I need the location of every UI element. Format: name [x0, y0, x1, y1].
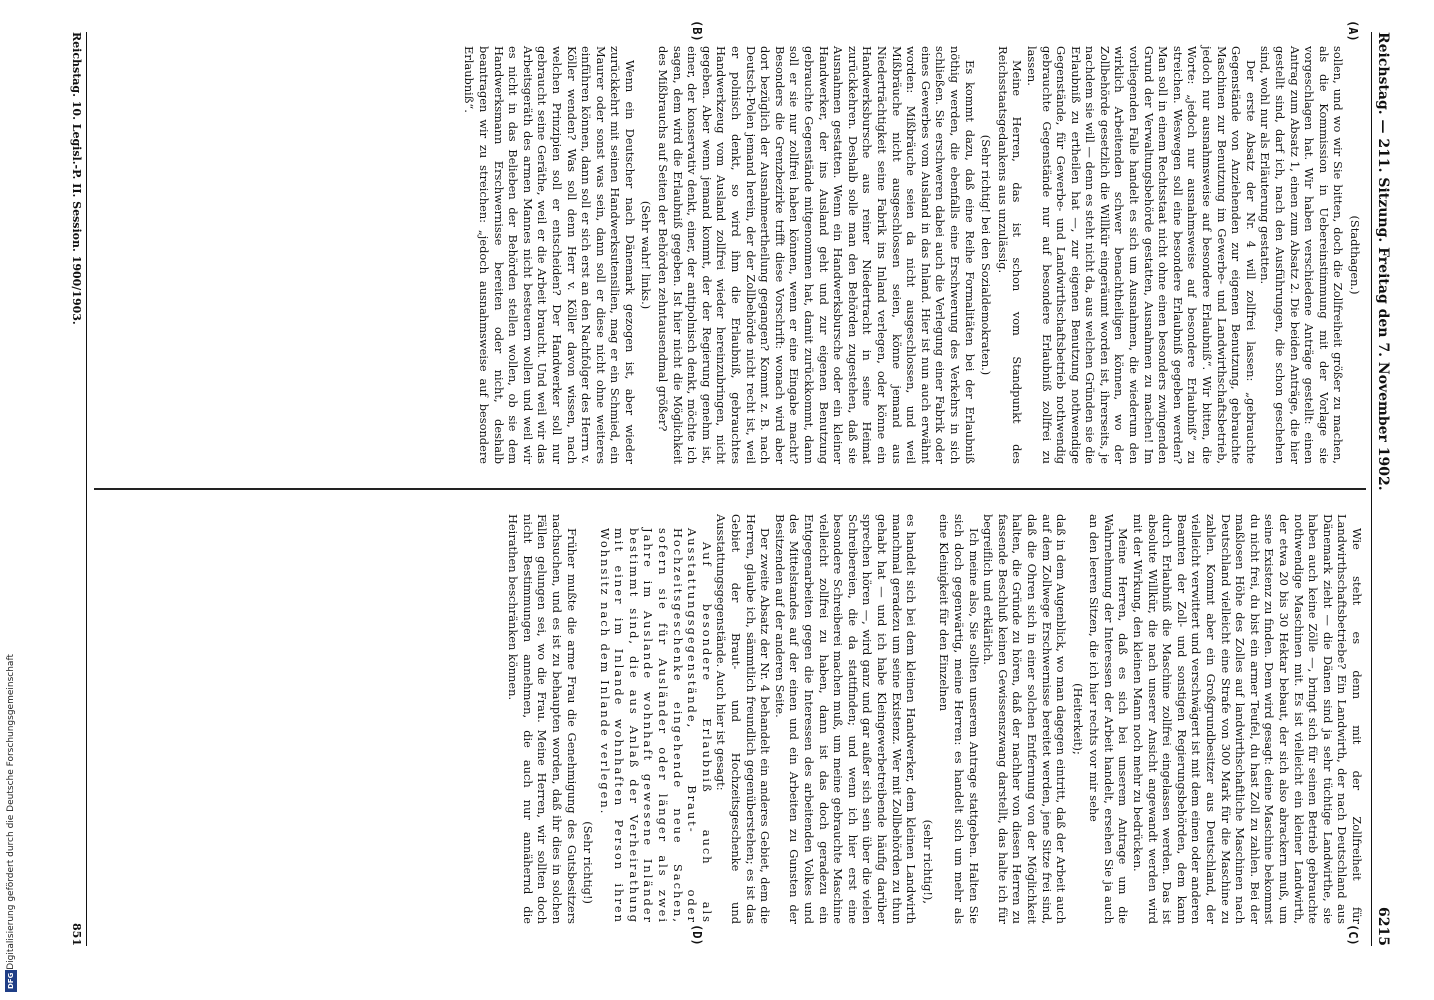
paragraph: Meine Herren, daß es sich bei unserem Antrage um die Wahrnehmung der Interessen der Arbeit handelt, ersehen Sie ja auch an den leeren Sitzen, die ich hier rechts vor mir sehe: [1087, 514, 1131, 924]
digitization-credit: Digitalisierung gefördert durch die Deutsche Forschungsgemeinschaft: [6, 654, 16, 970]
footer-page-number: 851: [70, 923, 84, 946]
page-header: [1371, 32, 1394, 946]
paragraph: Meine Herren, das ist schon vom Standpunkt des Reichsstaatsgedankens aus unzulässig.: [995, 46, 1025, 464]
paragraph: Es kommt dazu, daß eine Reihe Formalitäten bei der Erlaubniß nöthig werden, die ebenfalls eine Erschwerung des Verkehrs in sich schließen. Sie erschweren dabei auch die Verlegung einer Fabrik oder eines Gewerbes vom Ausland in das Inland. Hier ist nun auch erwähnt worden: Mißbräuche seien da nicht ausgeschlossen, und weil Mißbräuche nicht ausgeschlossen seien, könne jemand aus Niederträchtigkeit seine Fabrik ins Inland verlegen, oder könne ein Handwerksbursche aus reiner Niedertracht in seine Heimat zurückkehren. Deshalb solle man den Behörden zugestehen, daß sie Ausnahmen gestatten. Wenn ein Handwerksbursche oder ein kleiner Handwerker, der ins Ausland geht und zur eigenen Benutzung gebrauchte Gegenstände mitgenommen hat, damit zurückkommt, dann soll er sie nur zollfrei haben können, wenn er eine Eingabe macht? Besonders die Grenzbezirke trifft diese Vorschrift: wonach wird aber dort bezüglich der Ausnahmeertheilung gegangen? Kommt z. B. nach Deutsch-Polen jemand herein, der der Zollbehörde nicht recht ist, weil er polnisch denkt, so wird ihm die Erlaubniß, gebrauchtes Handwerkzeug vom Ausland zollfrei wieder hereinzubringen, nicht gegeben. Aber wenn jemand kommt, der der Regierung genehm ist, einer, der konservativ denkt, einer, der antipolnisch denkt, möchte ich sagen, dem wird die Erlaubniß gegeben. Ist hier nicht die Möglichkeit des Mißbrauchs auf Seiten der Behörden zehntausendmal größer?: [656, 46, 977, 464]
page-number: 6215: [1375, 907, 1391, 946]
speaker-name: (Stadthagen.): [1348, 215, 1362, 295]
digitization-credit-strip: [4, 604, 18, 996]
margin-letter-d: (D): [690, 924, 704, 946]
document-page: [60, 22, 1394, 956]
margin-letter-c: (C): [1346, 924, 1360, 946]
column-divider: [94, 488, 1366, 490]
rotated-page-wrapper: [60, 22, 1394, 956]
paragraph: Wie steht es denn mit der Zollfreiheit für Landwirthschaftsbetriebe? Ein Landwirth, der nach Deutschland aus Dänemark zieht — die Dänen sind ja sehr tüchtige Landwirthe, sie haben auch keine Zölle —, bringt sich für seinen Betrieb gebrauchte nothwendige Maschinen mit. Es ist vielleicht ein kleiner Landwirth, der etwa 20 bis 30 Hektar bebaut, der sich also abrackern muß, um seine Existenz zu finden. Dem wird gesagt: deine Maschine bekommst du nicht frei, du bist ein armer Teufel, du hast Zoll zu zahlen. Bei der maßlosen Höhe des Zolles auf landwirthschaftliche Maschinen nach Deutschland vielleicht eine Strafe von 300 Mark für die Maschine zu zahlen. Kommt aber ein Großgrundbesitzer aus Deutschland, der vielleicht verwittert und verschwägert ist mit dem einen oder anderen Beamten der Zoll- und sonstigen Regierungsbehörden, dem kann durch Erlaubniß die Maschine zollfrei eingelassen werden. Das ist absolute Willkür, die nach unserer Ansicht angewandt werden wird mit der Wirkung, den kleinen Mann noch mehr zu bedrücken.: [1131, 514, 1364, 924]
paragraph: Früher mußte die arme Frau die Genehmigung des Gutsbesitzers nachsuchen, und es ist zu behaupten worden, daß ihr dies in solchen Fällen gelungen sei, wo die Frau. Meine Herren, wir sollten doch nicht Bestimmungen annehmen, die auch nur annähernd die Heirathen beschränken können.: [506, 514, 579, 924]
margin-letter-a: (A): [1346, 20, 1360, 42]
paragraph: sollen, und wo wir Sie bitten, doch die Zollfreiheit größer zu machen, als die Kommission in Uebereinstimmung mit der Vorlage sie vorgeschlagen hat. Wir haben verschiedene Anträge gestellt: einen Antrag zum Absatz 1, einen zum Absatz 2. Die beiden Anträge, die hier gestellt sind, darf ich, nach den Ausführungen, die schon geschehen sind, wohl nur als Erläuterung gestatten.: [1258, 46, 1346, 464]
left-column: [94, 32, 1364, 464]
quoted-provision: Auf besondere Erlaubniß auch als Ausstattungsgegenstände, Braut- oder Hochzeitsgeschenke eingehende neue Sachen, sofern sie für Ausländer oder länger als zwei Jahre im Auslande wohnhaft gewesene Inländer bestimmt sind, die aus Anlaß der Verheirathung mit einer im Inlande wohnhaften Person ihren Wohnsitz nach dem Inlande verlegen.: [597, 528, 714, 924]
interjection: (sehr richtig!),: [920, 819, 935, 904]
interjection: (Sehr richtig!): [581, 821, 596, 904]
interjection: (Sehr wahr! links.): [639, 200, 654, 310]
dfg-logo: DFG: [5, 970, 17, 992]
paragraph: Der zweite Absatz der Nr. 4 behandelt ein anderes Gebiet, dem die Herren, glaube ich, sämmtlich freundlich gegenüberstehen; es ist das Gebiet der Braut- und Hochzeitsgeschenke und Ausstattungsgegenstände. Auch hier ist gesagt:: [714, 514, 773, 924]
paragraph: Wenn ein Deutscher nach Dänemark gezogen ist, aber wieder zurückkehrt mit seinen Handwerksutensilien, mag er ein Schmied, ein Maurer oder sonst was sein, dann soll er diese nicht ohne weiteres einführen können, dann soll er sich erst an den Nachfolger des Herrn v. Köller wenden? Was soll denn Herr v. Köller davon wissen, nach welchen Prinzipien soll er entscheiden? Der Handwerker soll nur gebraucht seine Geräthe, weil er die Arbeit braucht. Und weil wir das Arbeitsgeräth des armen Mannes nicht besteuern wollen und weil wir es nicht in das Belieben der Behörden stellen wollen, ob sie dem Handwerksmann Erschwernisse bereiten oder nicht, deshalb beantragen wir zu streichen: „jedoch ausnahmsweise auf besondere Erlaubniß“.: [462, 46, 637, 464]
footer-session: Reichstag. 10. Legisl.-P. II. Session. 1900/1903.: [70, 32, 84, 325]
header-title: Reichstag. — 211. Sitzung. Freitag den 7. November 1902.: [1375, 32, 1391, 491]
page-footer: [68, 32, 87, 946]
interjection: (Heiterkeit);: [1070, 683, 1085, 755]
margin-letter-b: (B): [690, 20, 704, 42]
paragraph: Ich meine also, Sie sollten unserem Antrage stattgeben. Halten Sie sich doch gegenwärtig, meine Herren: es handelt sich um mehr als eine Kleinigkeit für den Einzelnen: [937, 514, 981, 924]
paragraph: es handelt sich bei dem kleinen Handwerker, dem kleinen Landwirth manchmal geradezu um seine Existenz. Wer mit Zollbehörden zu thun gehabt hat — und ich habe Kleingewerbetreibende häufig darüber sprechen hören —, wird ganz und gar außer sich sein über die vielen Schreibereien, die da stattfinden; und wenn ich hier erst eine besondere Schreiberei machen muß, um meine gebrauchte Maschine vielleicht zollfrei zu haben, dann ist das doch geradezu ein Entgegenarbeiten gegen die Interessen des arbeitenden Volkes und des Mittelstandes auf der einen und ein Arbeiten zu Gunsten der Besitzenden auf der anderen Seite.: [772, 514, 919, 924]
paragraph: Der erste Absatz der Nr. 4 will zollfrei lassen: „gebrauchte Gegenstände von Anziehenden zur eigenen Benutzung, gebrauchte Maschinen zur Benutzung im Gewerbe- und Landwirthschaftsbetrieb, jedoch nur ausnahmsweise auf besondere Erlaubniß“. Wir bitten, die Worte: „jedoch nur ausnahmsweise auf besondere Erlaubniß“ zu streichen. Weswegen soll eine besondere Erlaubniß gegeben werden? Man soll in einem Rechtsstaat nicht ohne einen besonders zwingenden Grund der Verwaltungsbehörde gestatten, Ausnahmen zu machen! Im vorliegenden Falle handelt es sich um Ausnahmen, die wiederum den wirklich Arbeitenden schwer benachtheiligen können, wo der Zollbehörde gesetzlich die Willkür eingeräumt worden ist, ihrerseits, je nachdem sie will — denn es steht nicht da, aus welchen Gründen sie die Erlaubniß zu ertheilen hat —, zur eigenen Benutzung nothwendige Gegenstände, für Gewerbe- und Landwirthschaftsbetrieb nothwendig gebrauchte Gegenstände nur auf besondere Erlaubniß zollfrei zu lassen.: [1024, 46, 1258, 464]
right-column: [94, 514, 1364, 924]
interjection: (Sehr richtig! bei den Sozialdemokraten.): [979, 134, 994, 376]
paragraph: daß in dem Augenblick, wo man dagegen eintritt, daß der Arbeit auch auf dem Zollwege Erschwernisse bereitet werden, jene Sitze frei sind, daß die Ohren sich in einer solchen Entfernung von der Möglichkeit halten, die Gründe zu hören, daß der nachher von diesen Herren zu fassende Beschluß keinen Gewissenszwang darstellt, das halte ich für begreiflich und erklärlich.: [981, 514, 1069, 924]
